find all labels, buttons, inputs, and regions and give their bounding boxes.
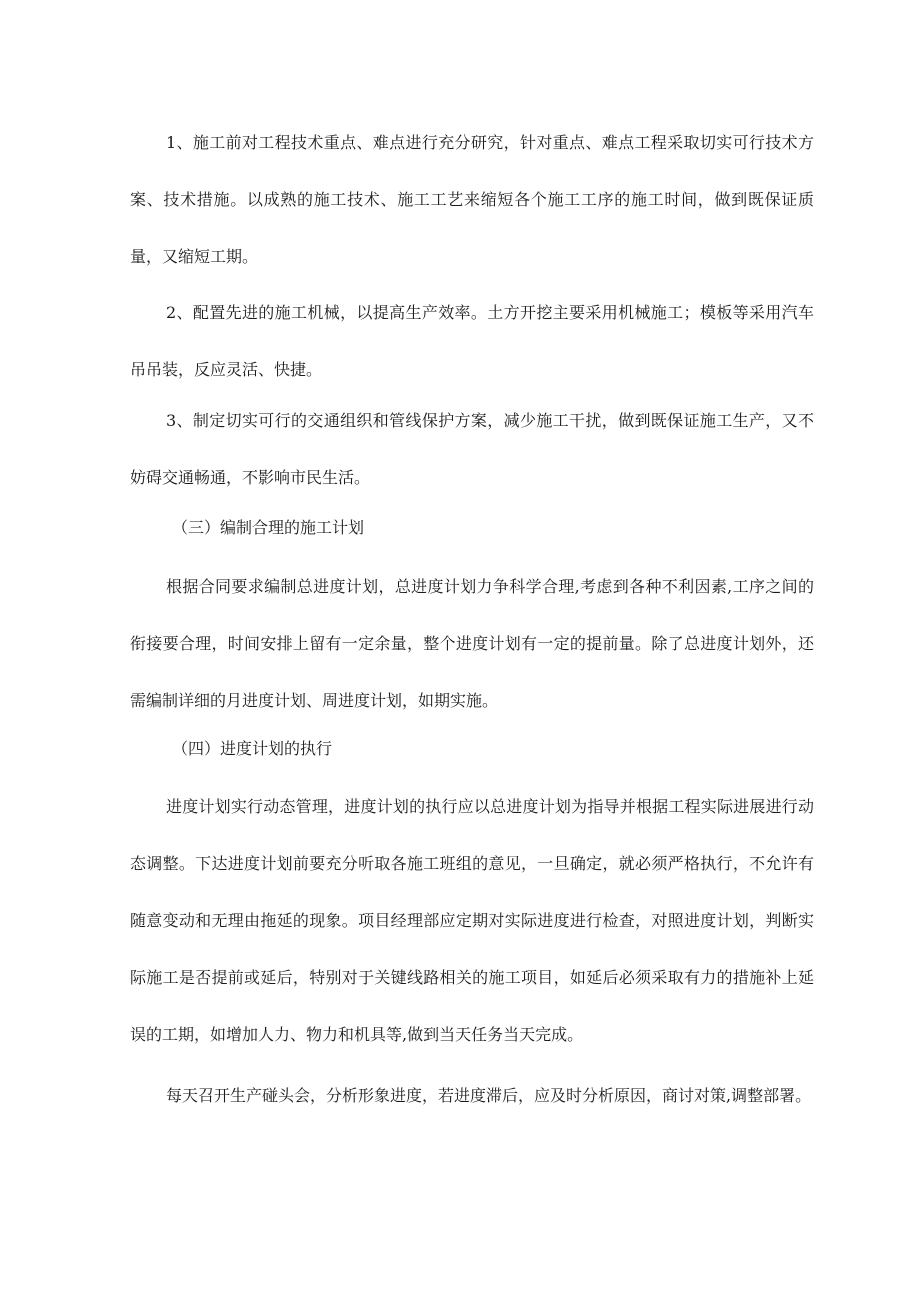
section-heading-4: （四）进度计划的执行 [172,739,333,758]
section-heading-3: （三）编制合理的施工计划 [172,518,365,537]
paragraph-daily-meeting: 每天召开生产碰头会，分析形象进度，若进度滞后，应及时分析原因，商讨对策,调整部署。 [166,1086,812,1105]
paragraph-plan: 根据合同要求编制总进度计划，总进度计划力争科学合理,考虑到各种不利因素,工序之间的衔接要合理，时间安排上留有一定余量，整个进度计划有一定的提前量。除了总进度计划外，还需编制详细的月进度计划、周进度计划，如期实施。 [130,577,814,710]
paragraph-measure-1: 1、施工前对工程技术重点、难点进行充分研究，针对重点、难点工程采取切实可行技术方案、技术措施。以成熟的施工技术、施工工艺来缩短各个施工工序的施工时间，做到既保证质量，又缩短工期。 [130,133,814,266]
paragraph-execution: 进度计划实行动态管理，进度计划的执行应以总进度计划为指导并根据工程实际进展进行动态调整。下达进度计划前要充分听取各施工班组的意见，一旦确定，就必须严格执行，不允许有随意变动和无理由拖延的现象。项目经理部应定期对实际进度进行检查，对照进度计划，判断实际施工是否提前或延后，特别对于关键线路相关的施工项目，如延后必须采取有力的措施补上延误的工期，如增加人力、物力和机具等,做到当天任务当天完成。 [130,797,814,1044]
paragraph-measure-2: 2、配置先进的施工机械，以提高生产效率。土方开挖主要采用机械施工；模板等采用汽车吊吊装，反应灵活、快捷。 [130,303,814,379]
paragraph-measure-3: 3、制定切实可行的交通组织和管线保护方案，减少施工干扰，做到既保证施工生产，又不妨碍交通畅通，不影响市民生活。 [130,411,814,487]
